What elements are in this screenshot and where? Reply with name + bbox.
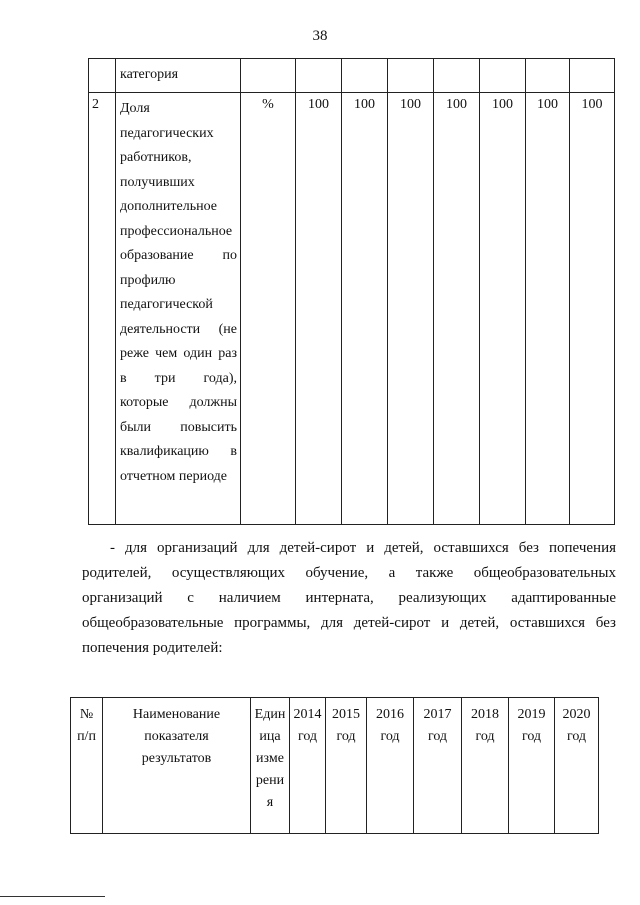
indicator-name-line: профессиональное [120,223,233,239]
paragraph-line: организаций с наличием интерната, реализующих адаптированные [82,590,616,606]
indicator-name-line: работников, [120,150,192,165]
header-year-2016 [367,698,414,834]
indicator-name-line: деятельности (не [120,321,237,337]
indicator-name-line: педагогических [120,125,214,141]
header-year-2020 [555,698,599,834]
value-cell-2014: 100 [296,93,342,525]
indicator-name-line: получивших [120,174,195,190]
header-year-2019 [509,698,555,834]
header-year-2015 [326,698,367,834]
row-number: 2 [89,93,116,525]
value-cell-2017: 100 [434,93,480,525]
indicator-name-line: профилю [120,272,176,288]
value-cell-2019: 100 [526,93,570,525]
table-cell [480,59,526,93]
indicator-name [116,93,241,525]
header-num [71,698,103,834]
indicator-name-line: образование по [120,248,237,263]
header-line: год [475,729,495,744]
header-line: год [566,729,587,744]
indicator-name-line: были повысить [120,419,237,435]
header-line: № [79,707,94,722]
table-cell [89,59,116,93]
header-line: год [297,729,318,744]
paragraph-line: - для организаций для детей-сирот и детей, оставшихся без попечения [110,540,616,556]
footnote-divider [0,896,105,897]
indicator-name-line: реже чем один раз [120,346,237,361]
indicators-table-header [70,697,599,834]
indicators-table-continued [88,58,615,525]
header-line: изме [256,751,284,766]
header-year-2017 [414,698,462,834]
body-paragraph [82,536,616,661]
header-line: 2014 [293,707,322,722]
page-number: 38 [312,28,328,44]
header-line: год [521,729,542,744]
header-line: показателя [144,729,209,744]
header-line: 2015 [332,707,360,722]
table-cell [570,59,615,93]
table-cell [526,59,570,93]
header-line: ица [259,729,281,744]
cell-text: категория [120,67,179,82]
header-line: год [380,729,400,744]
header-unit [251,698,290,834]
header-line: 2017 [423,707,452,722]
value-cell-2016: 100 [388,93,434,525]
indicator-name-line: педагогической [120,297,213,312]
header-year-2014 [290,698,326,834]
indicator-name-line: в три года), [120,370,237,386]
paragraph-line: попечения родителей: [82,640,223,656]
indicator-name-line: Доля [120,101,150,116]
unit-cell: % [241,93,296,525]
table-cell [241,59,296,93]
indicator-name-line: отчетном периоде [120,468,228,484]
header-year-2018 [462,698,509,834]
table-cell-name [116,59,241,93]
indicator-name-line: которые должны [120,395,237,410]
header-line: я [266,795,274,810]
header-name [103,698,251,834]
value-cell-2020: 100 [570,93,615,525]
header-line: п/п [77,729,96,744]
paragraph-line: общеобразовательные программы, для детей-сирот и детей, оставшихся без [82,615,616,631]
table-cell [434,59,480,93]
value-cell-2018: 100 [480,93,526,525]
header-line: 2018 [471,707,499,722]
indicator-name-line: квалификацию в [120,444,237,459]
table-row [89,93,615,525]
paragraph-line: родителей, осуществляющих обучение, а также общеобразовательных [82,565,616,581]
indicator-name-line: дополнительное [120,199,217,214]
header-line: рени [255,773,285,788]
header-line: 2016 [376,707,404,722]
table-cell [296,59,342,93]
header-line: год [427,729,448,744]
header-line: год [336,729,356,744]
header-row [71,698,599,834]
header-line: 2020 [562,707,591,722]
header-line: результатов [141,751,212,766]
header-line: Един [254,707,286,722]
table-row [89,59,615,93]
value-cell-2015: 100 [342,93,388,525]
table-cell [342,59,388,93]
header-line: 2019 [517,707,546,722]
header-line: Наименование [132,707,221,722]
table-cell [388,59,434,93]
